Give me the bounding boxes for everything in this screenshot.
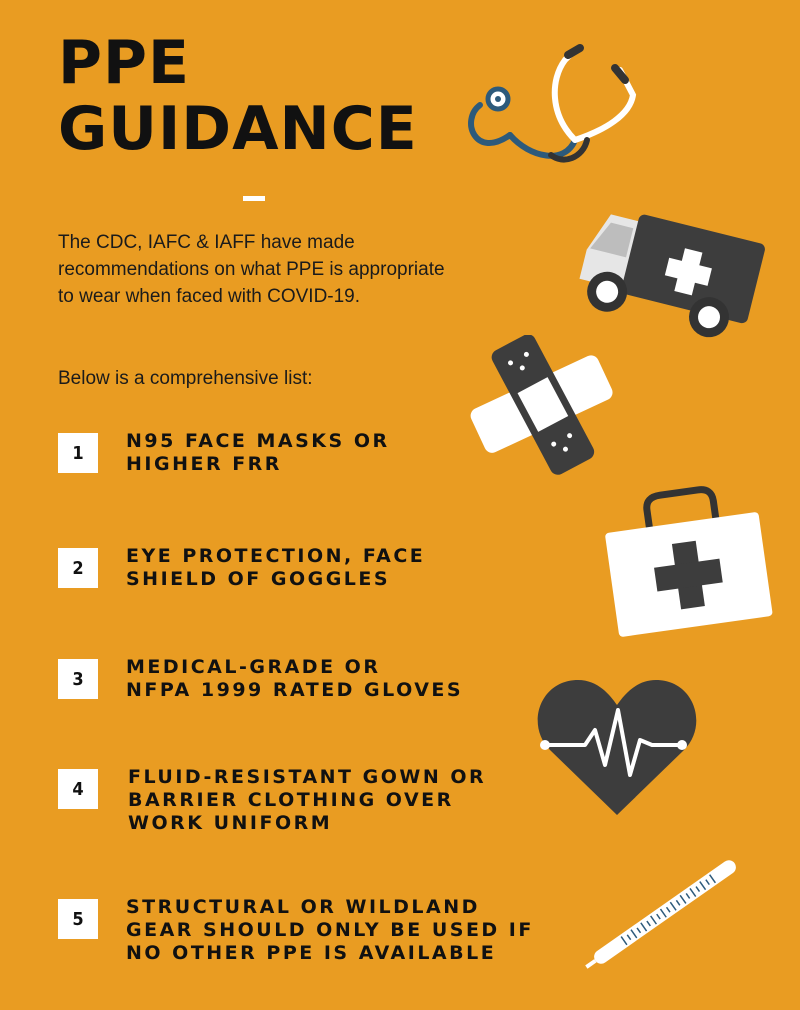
list-lead-text: Below is a comprehensive list: <box>58 368 313 389</box>
item-number-badge: 5 <box>58 899 98 939</box>
intro-paragraph: The CDC, IAFC & IAFF have made recommendations on what PPE is appropriate to wear when faced with COVID-19. <box>58 232 445 307</box>
title-line-2: GUIDANCE <box>58 94 418 164</box>
item-text: N95 FACE MASKS OR HIGHER FRR <box>126 430 390 475</box>
thermometer-icon <box>575 845 755 980</box>
item-text: STRUCTURAL OR WILDLAND GEAR SHOULD ONLY BE USED IF NO OTHER PPE IS AVAILABLE <box>126 896 534 964</box>
item-text: EYE PROTECTION, FACE SHIELD OF GOGGLES <box>126 545 426 590</box>
title-line-1: PPE <box>58 28 190 98</box>
bandage-icon <box>470 335 615 475</box>
stethoscope-icon <box>455 40 645 180</box>
page-title <box>58 30 418 162</box>
item-text: FLUID-RESISTANT GOWN OR BARRIER CLOTHING OVER WORK UNIFORM <box>128 766 487 834</box>
title-divider <box>243 196 265 201</box>
ambulance-icon <box>568 200 773 350</box>
heartbeat-icon <box>530 670 705 820</box>
item-number-badge: 2 <box>58 548 98 588</box>
item-text: MEDICAL-GRADE OR NFPA 1999 RATED GLOVES <box>126 656 464 701</box>
item-number-badge: 4 <box>58 769 98 809</box>
first-aid-kit-icon <box>600 480 775 640</box>
item-number-badge: 1 <box>58 433 98 473</box>
item-number-badge: 3 <box>58 659 98 699</box>
